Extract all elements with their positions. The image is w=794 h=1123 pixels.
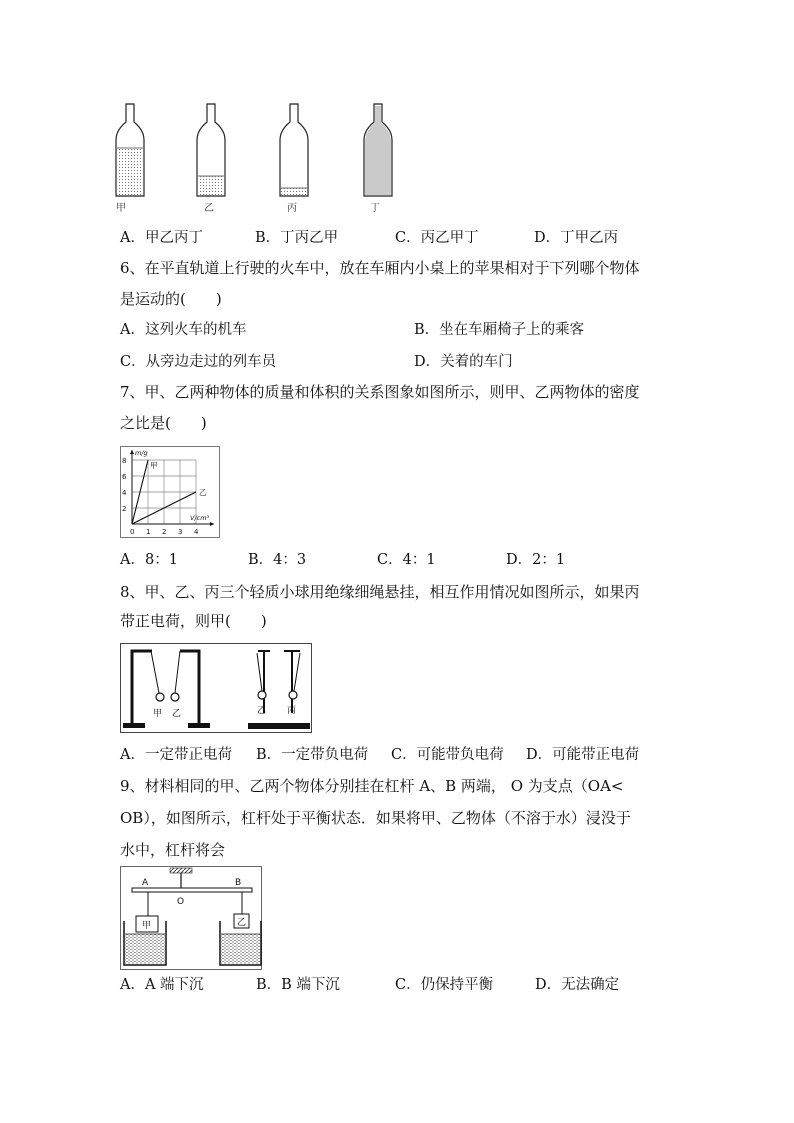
q7-option-c[interactable]: C．4：1 [377, 552, 436, 568]
lever-pivot-o: O [177, 897, 185, 907]
q9-option-b[interactable]: B．B 端下沉 [256, 977, 340, 993]
y-axis-label: m/g [135, 449, 148, 457]
q6-option-a[interactable]: A．这列火车的机车 [120, 322, 247, 338]
q8-option-d[interactable]: D．可能带正电荷 [526, 747, 640, 763]
series-label-yi: 乙 [199, 488, 207, 497]
bottle-label-bing: 丙 [287, 203, 297, 214]
block-label-yi: 乙 [237, 918, 247, 928]
lever-point-a: A [142, 878, 149, 888]
ball-label-jia: 甲 [153, 709, 163, 719]
x-tick-label: 4 [194, 528, 199, 536]
x-tick-label: 1 [146, 528, 151, 536]
q6-stem-line2: 是运动的( ) [120, 290, 222, 308]
bottles-figure [112, 100, 402, 215]
bottle-jia [116, 104, 144, 196]
q6-stem-line1: 6、在平直轨道上行驶的火车中，放在车厢内小桌上的苹果相对于下列哪个物体 [120, 259, 640, 277]
q9-option-c[interactable]: C．仍保持平衡 [395, 977, 494, 993]
q7-stem-line1: 7、甲、乙两种物体的质量和体积的关系图象如图所示，则甲、乙两物体的密度 [120, 383, 640, 401]
x-tick-label: 2 [162, 528, 167, 536]
y-tick-label: 6 [122, 473, 127, 481]
q5-option-d[interactable]: D．丁甲乙丙 [534, 230, 619, 246]
q5-option-b[interactable]: B．丁丙乙甲 [255, 230, 339, 246]
q9-option-d[interactable]: D．无法确定 [535, 977, 620, 993]
bottle-bing [280, 104, 308, 196]
q8-stem-line1: 8、甲、乙、丙三个轻质小球用绝缘细绳悬挂，相互作用情况如图所示，如果丙 [120, 583, 640, 601]
ball-label-yi: 乙 [172, 709, 182, 719]
q6-option-c[interactable]: C．从旁边走过的列车员 [120, 354, 277, 370]
stand-right-b [284, 651, 300, 713]
ball-label-bing: 丙 [287, 706, 297, 716]
q9-stem-line3: 水中，杠杆将会 [120, 841, 226, 859]
charged-balls-figure [120, 643, 312, 733]
q8-option-c[interactable]: C．可能带负电荷 [391, 747, 504, 763]
x-axis-arrow [210, 522, 214, 526]
bottle-label-ding: 丁 [370, 203, 380, 214]
q8-stem-line2: 带正电荷，则甲( ) [120, 612, 267, 630]
lever-figure [120, 866, 262, 970]
q7-option-d[interactable]: D．2：1 [506, 552, 566, 568]
q7-option-b[interactable]: B．4：3 [248, 552, 307, 568]
q9-stem-line2: OB），如图所示，杠杆处于平衡状态．如果将甲、乙物体（不溶于水）浸没于 [120, 809, 631, 827]
bottle-label-yi: 乙 [204, 203, 214, 214]
block-label-jia: 甲 [142, 921, 152, 931]
mass-volume-chart [120, 446, 220, 538]
bottle-label-jia: 甲 [116, 203, 126, 214]
x-axis-label: V/cm³ [190, 514, 210, 522]
q8-option-a[interactable]: A．一定带正电荷 [120, 747, 232, 763]
q9-option-a[interactable]: A．A 端下沉 [120, 977, 204, 993]
bottle-ding [364, 104, 392, 196]
q9-stem-line1: 9、材料相同的甲、乙两个物体分别挂在杠杆 A、B 两端， O 为支点（OA< [120, 777, 624, 795]
series-label-jia: 甲 [150, 461, 158, 470]
y-tick-label: 2 [122, 505, 127, 513]
y-tick-label: 8 [122, 457, 127, 465]
lever-point-b: B [235, 878, 242, 888]
q5-option-a[interactable]: A．甲乙丙丁 [120, 230, 203, 246]
q7-stem-line2: 之比是( ) [120, 414, 207, 432]
q6-option-b[interactable]: B．坐在车厢椅子上的乘客 [414, 322, 585, 338]
chart-grid [132, 460, 196, 524]
stand-right-a [257, 651, 270, 713]
bottle-yi [197, 104, 225, 196]
x-tick-label: 3 [178, 528, 183, 536]
q5-option-c[interactable]: C．丙乙甲丁 [395, 230, 479, 246]
q8-option-b[interactable]: B．一定带负电荷 [256, 747, 369, 763]
q6-option-d[interactable]: D．关着的车门 [414, 354, 513, 370]
y-axis-arrow [130, 450, 134, 454]
ball-label-yi-2: 乙 [257, 706, 267, 716]
q7-option-a[interactable]: A．8：1 [120, 552, 178, 568]
x-tick-label: 0 [130, 528, 135, 536]
y-tick-label: 4 [122, 489, 127, 497]
